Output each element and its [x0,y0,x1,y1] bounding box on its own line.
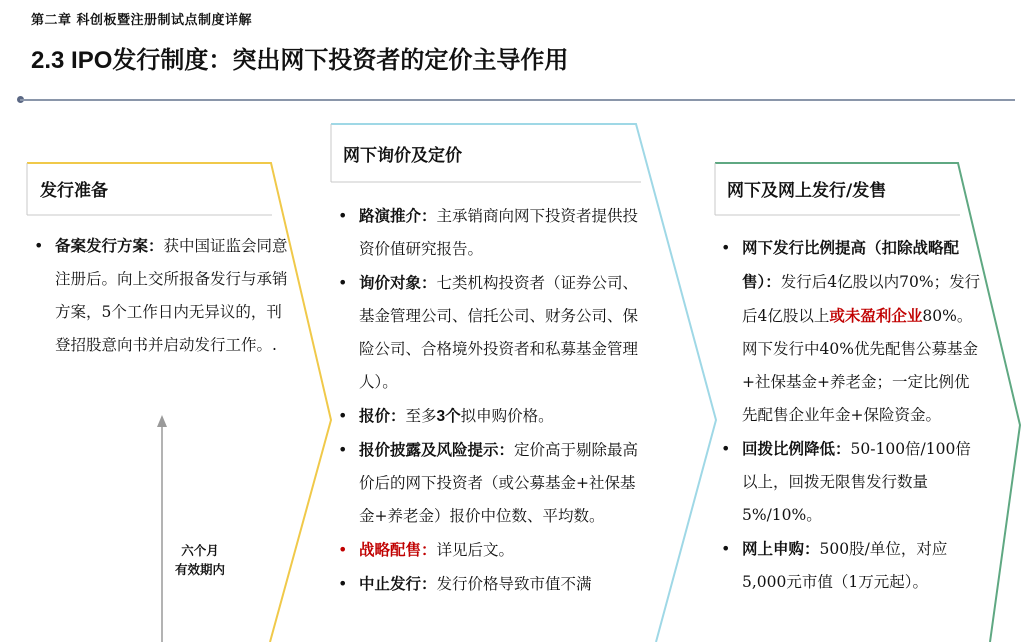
column-title-issuance: 网下及网上发行/发售 [727,181,887,201]
list-item [338,399,645,433]
column-title-prep: 发行准备 [40,181,108,201]
item-text: 拟申购价格。 [460,407,554,425]
list-item [34,229,296,362]
list-item [338,567,645,601]
item-text: 获中国证监会同意注册后。向上交所报备发行与承销方案，5个工作日内无异议的，刊登招股意向书并启动发行工作。. [55,237,288,354]
list-item [721,532,981,599]
item-label: 报价披露及风险提示： [359,440,515,459]
column-title-pricing: 网下询价及定价 [343,146,462,166]
validity-label [160,541,240,579]
validity-label-line-1: 六个月 [181,543,219,558]
item-text: 80%。网下发行中40%优先配售公募基金+社保基金+养老金；一定比例优先配售企业年金+保险资金。 [742,307,978,424]
item-label: 路演推介： [359,206,437,225]
list-item [338,199,645,266]
item-emphasis: 3个 [436,408,461,425]
item-red-text: 或未盈利企业 [829,306,923,325]
list-item [338,266,645,399]
validity-label-line-2: 有效期内 [174,562,225,577]
item-text: 50-100倍/100倍以上，回拨无限售发行数量5%/10%。 [742,440,971,524]
item-text: 定价高于剔除最高价后的网下投资者（或公募基金+社保基金+养老金）报价中位数、平均数。 [359,441,639,525]
list-item [721,432,981,532]
item-text: 500股/单位，对应5,000元市值（1万元起）。 [742,540,948,591]
list-item [721,231,981,432]
column-issuance-content [721,231,981,599]
validity-arrow-head [157,415,167,427]
title-text: 发行制度：突出网下投资者的定价主导作用 [112,45,569,74]
chapter-label: 第二章 科创板暨注册制试点制度详解 [31,13,253,28]
title-number: 2.3 IPO [31,47,113,74]
column-pricing-content [338,199,645,601]
item-text: 发行后4亿股以内70%；发行后4亿股以上 [742,273,981,325]
item-text: 发行价格导致市值不满 [436,575,592,593]
item-label: 回拨比例降低： [742,439,851,458]
item-label: 备案发行方案： [55,236,164,255]
item-text: 七类机构投资者（证券公司、基金管理公司、信托公司、财务公司、保险公司、合格境外投资者和私募基金管理人）。 [359,274,639,391]
item-text: 至多 [405,407,437,425]
item-text: 详见后文。 [436,541,515,559]
item-label: 网上申购： [742,539,820,558]
list-item [338,533,645,567]
item-label: 询价对象： [359,273,437,292]
column-prep-content [34,229,296,362]
item-label: 中止发行： [359,574,437,593]
item-label: 战略配售： [359,540,437,559]
item-label: 网下发行比例提高（扣除战略配售）： [742,238,960,291]
list-item [338,433,645,533]
item-label: 报价： [359,406,406,425]
item-text: 主承销商向网下投资者提供投资价值研究报告。 [359,207,639,258]
